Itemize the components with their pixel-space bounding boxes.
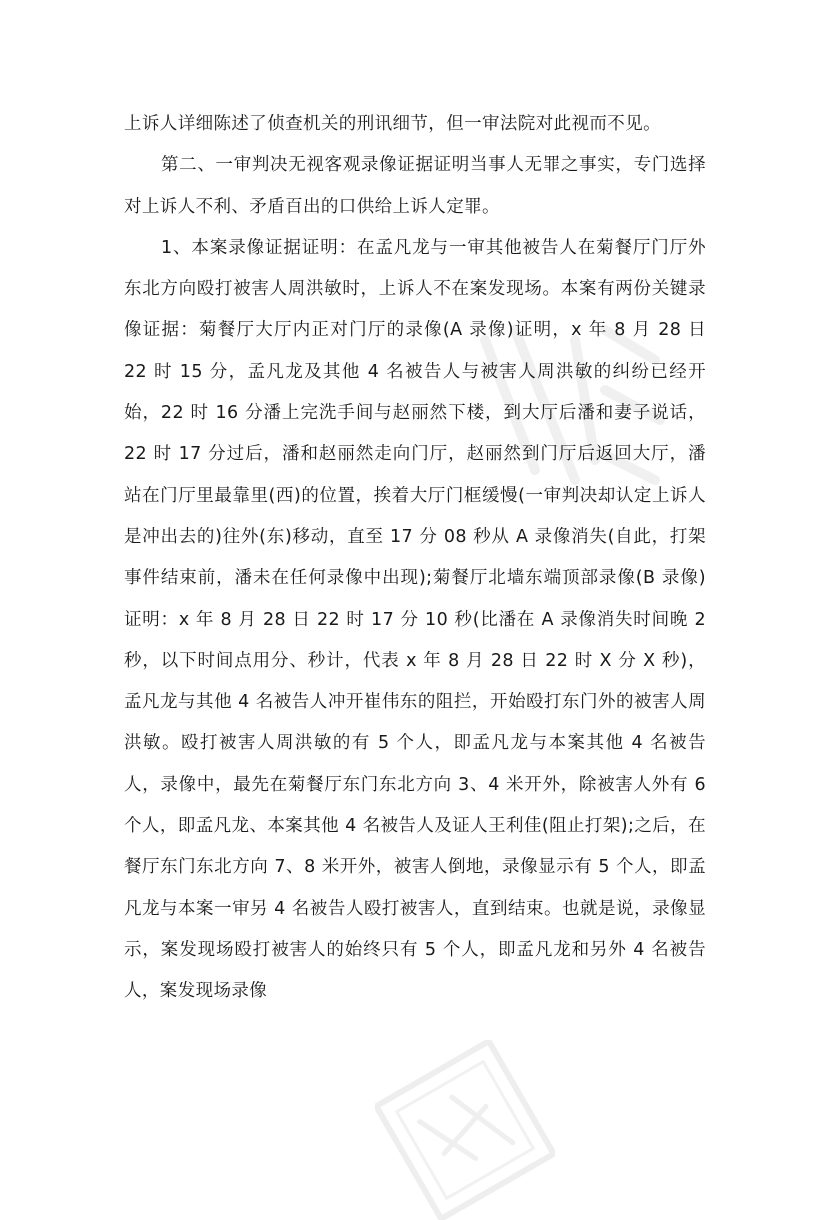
paragraph-1: 上诉人详细陈述了侦查机关的刑讯细节，但一审法院对此视而不见。 [124, 114, 661, 134]
watermark-stamp [375, 1040, 555, 1220]
paragraph-2: 第二、一审判决无视客观录像证据证明当事人无罪之事实，专门选择对上诉人不利、矛盾百出的口供给上诉人定罪。 [124, 155, 706, 217]
document-body [124, 104, 706, 1013]
paragraph-3: 1、本案录像证据证明：在孟凡龙与一审其他被告人在菊餐厅门厅外东北方向殴打被害人周洪敏时，上诉人不在案发现场。本案有两份关键录像证据：菊餐厅大厅内正对门厅的录像(A 录像)证明，x 年 8 月 28 日 22 时 15 分，孟凡龙及其他 4 名被告人与被害人周洪敏的纠纷已经开始，22 时 16 分潘上完洗手间与赵丽然下楼，到大厅后潘和妻子说话，22 时 17 分过后，潘和赵丽然走向门厅，赵丽然到门厅后返回大厅，潘站在门厅里最靠里(西)的位置，挨着大厅门框缓慢(一审判决却认定上诉人是冲出去的)往外(东)移动，直至 17 分 08 秒从 A 录像消失(自此，打架事件结束前，潘未在任何录像中出现);菊餐厅北墙东端顶部录像(B 录像)证明：x 年 8 月 28 日 22 时 17 分 10 秒(比潘在 A 录像消失时间晚 2 秒，以下时间点用分、秒计，代表 x 年 8 月 28 日 22 时 X 分 X 秒)，孟凡龙与其他 4 名被告人冲开崔伟东的阻拦，开始殴打东门外的被害人周洪敏。殴打被害人周洪敏的有 5 个人，即孟凡龙与本案其他 4 名被告人，录像中，最先在菊餐厅东门东北方向 3、4 米开外，除被害人外有 6 个人，即孟凡龙、本案其他 4 名被告人及证人王利佳(阻止打架);之后，在餐厅东门东北方向 7、8 米开外，被害人倒地，录像显示有 5 个人，即孟凡龙与本案一审另 4 名被告人殴打被害人，直到结束。也就是说，录像显示，案发现场殴打被害人的始终只有 5 个人，即孟凡龙和另外 4 名被告人，案发现场录像 [124, 237, 706, 1002]
